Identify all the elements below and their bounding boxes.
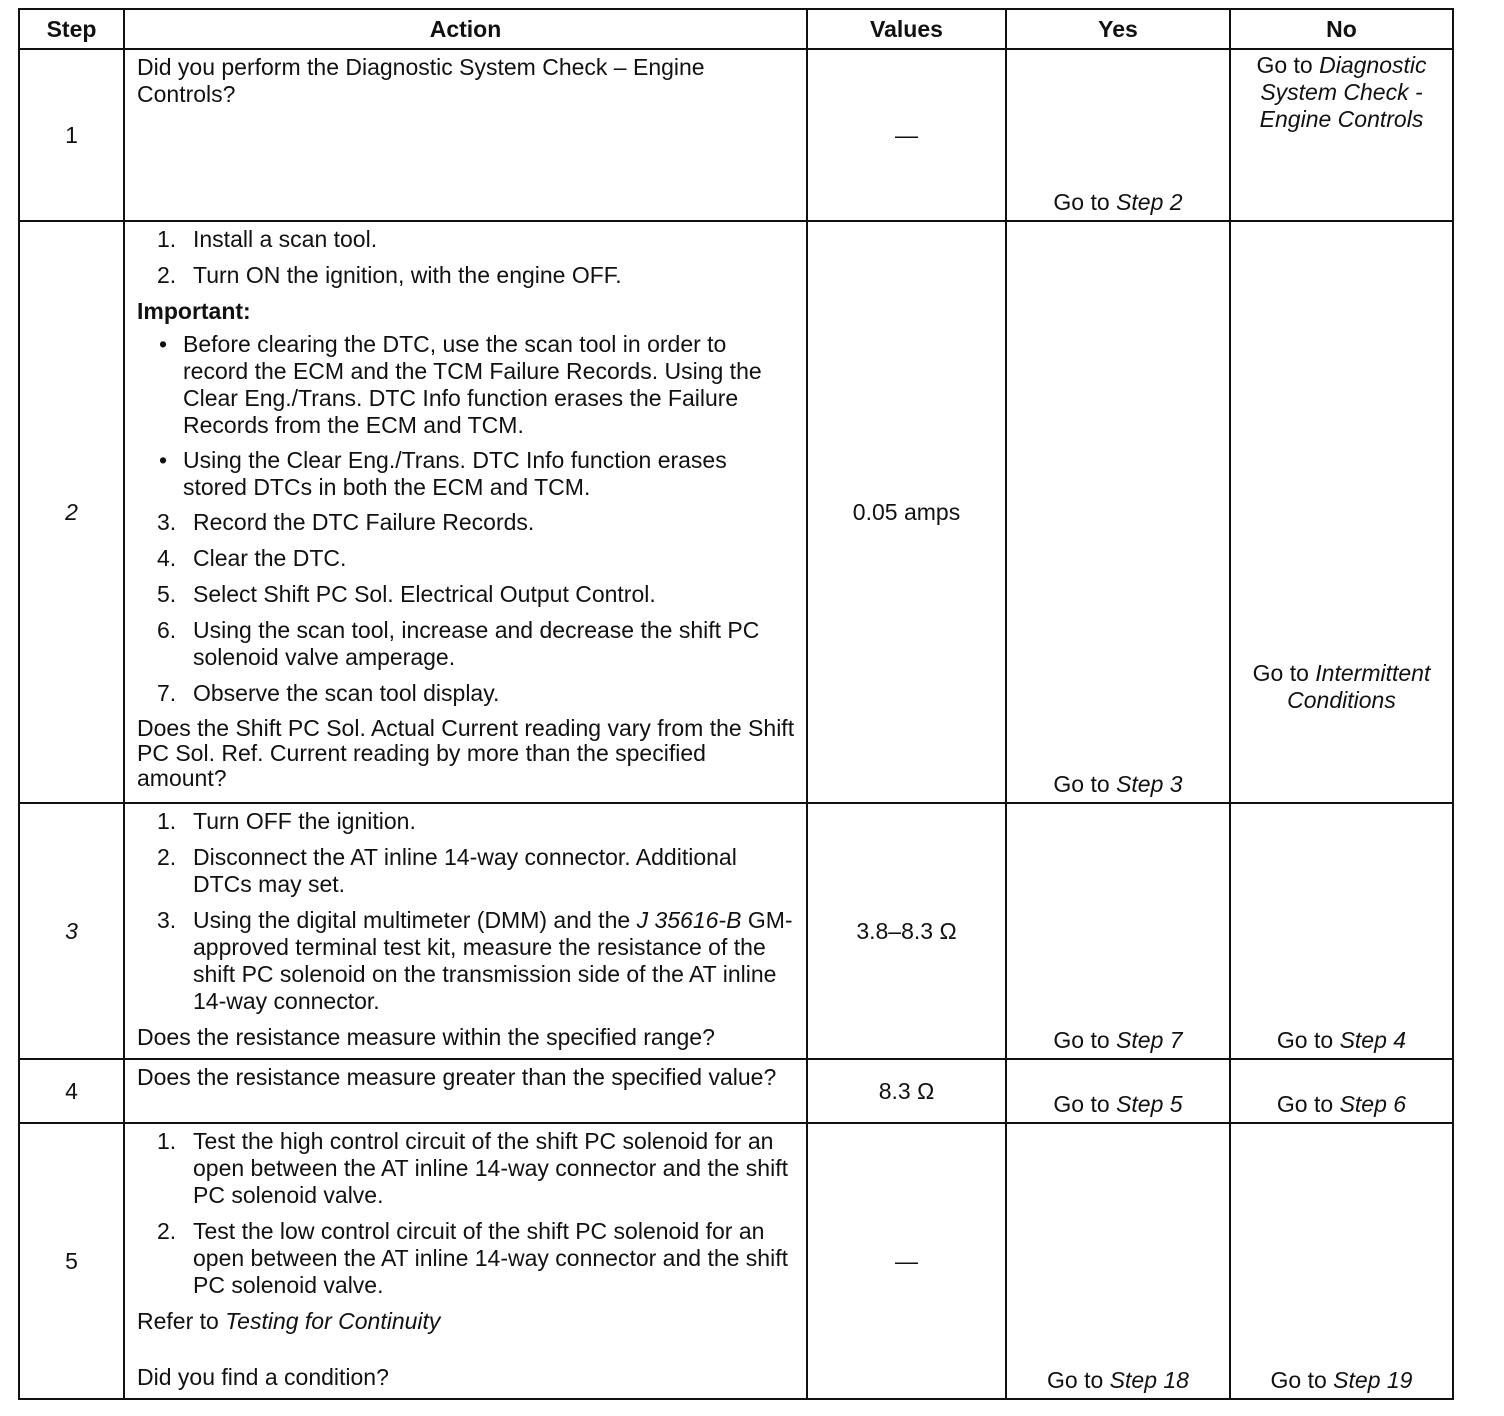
- tool-number: J 35616-B: [636, 907, 742, 933]
- no-cell: [1230, 1123, 1453, 1399]
- action-question: Does the Shift PC Sol. Actual Current reading vary from the Shift PC Sol. Ref. Current reading by more than the specified amount?: [137, 715, 795, 791]
- yes-cell: [1006, 1123, 1230, 1399]
- list-item: 3. Record the DTC Failure Records.: [157, 509, 535, 535]
- action-cell: [124, 803, 807, 1059]
- step-number: 1: [19, 49, 124, 221]
- header-action: Action: [124, 9, 807, 49]
- value-cell: 3.8–8.3 Ω: [807, 803, 1006, 1059]
- action-cell: [124, 1123, 807, 1399]
- yes-prefix: Go to: [1053, 1091, 1110, 1117]
- header-row: [19, 9, 1453, 49]
- yes-target: Step 5: [1116, 1091, 1183, 1117]
- no-prefix: Go to: [1276, 1027, 1334, 1053]
- diagnostic-table: [18, 8, 1454, 1400]
- table-row: [19, 1123, 1453, 1399]
- no-prefix: Go to: [1252, 660, 1309, 686]
- table-row: [19, 803, 1453, 1059]
- no-cell: [1230, 49, 1453, 221]
- list-item: 5. Select Shift PC Sol. Electrical Output Control.: [157, 581, 656, 607]
- list-item: • Using the Clear Eng./Trans. DTC Info function erases stored DTCs in both the ECM and TCM.: [159, 447, 727, 500]
- table-row: [19, 49, 1453, 221]
- no-cell: [1230, 803, 1453, 1059]
- action-question: Did you perform the Diagnostic System Check – Engine Controls?: [137, 54, 705, 107]
- refer-line: Refer to Testing for Continuity: [137, 1308, 441, 1334]
- important-label: Important:: [137, 298, 251, 324]
- action-cell: [124, 221, 807, 803]
- yes-cell: [1006, 221, 1230, 803]
- table-row: [19, 221, 1453, 803]
- yes-prefix: Go to: [1053, 1027, 1110, 1053]
- no-prefix: Go to: [1276, 1091, 1334, 1117]
- action-cell: [124, 49, 807, 221]
- yes-cell: [1006, 803, 1230, 1059]
- yes-target: Step 18: [1109, 1367, 1189, 1393]
- value-text: —: [895, 121, 918, 148]
- header-no: No: [1230, 9, 1453, 49]
- refer-target: Testing for Continuity: [225, 1308, 441, 1334]
- list-item: • Before clearing the DTC, use the scan tool in order to record the ECM and the TCM Failure Records. Using the Clear Eng./Trans. DTC Info function erases the Failure Records from the ECM and TCM.: [159, 331, 762, 438]
- list-item: 2. Turn ON the ignition, with the engine OFF.: [157, 262, 622, 288]
- no-cell: [1230, 1059, 1453, 1123]
- yes-prefix: Go to: [1053, 189, 1110, 215]
- yes-cell: [1006, 1059, 1230, 1123]
- action-question: Does the resistance measure within the specified range?: [137, 1024, 715, 1050]
- yes-prefix: Go to: [1053, 771, 1110, 797]
- yes-cell: [1006, 49, 1230, 221]
- header-values: Values: [807, 9, 1006, 49]
- no-target: Step 4: [1339, 1027, 1407, 1053]
- list-item: 7. Observe the scan tool display.: [157, 680, 500, 706]
- no-cell: [1230, 221, 1453, 803]
- step-number: 2: [19, 221, 124, 803]
- step-number: 4: [19, 1059, 124, 1123]
- header-step: Step: [19, 9, 124, 49]
- step-number: 5: [19, 1123, 124, 1399]
- list-item: 2. Test the low control circuit of the shift PC solenoid for an open between the AT inline 14-way connector and the shift PC solenoid valve.: [157, 1218, 788, 1298]
- no-prefix: Go to: [1256, 52, 1313, 78]
- procedure-list: [157, 1128, 796, 1299]
- action-question: Did you find a condition?: [137, 1364, 389, 1390]
- list-item: 6. Using the scan tool, increase and decrease the shift PC solenoid valve amperage.: [157, 617, 760, 670]
- table-row: [19, 1059, 1453, 1123]
- value-cell: —: [807, 1123, 1006, 1399]
- action-cell: [124, 1059, 807, 1123]
- yes-target: Step 2: [1116, 189, 1183, 215]
- header-yes: Yes: [1006, 9, 1230, 49]
- procedure-list: [157, 808, 796, 1015]
- yes-prefix: Go to: [1047, 1367, 1104, 1393]
- no-target: Step 6: [1339, 1091, 1407, 1117]
- yes-target: Step 7: [1116, 1027, 1183, 1053]
- no-target: Diagnostic System Check - Engine Controls: [1259, 52, 1427, 132]
- no-target: Step 19: [1333, 1367, 1413, 1393]
- important-bullets: [159, 331, 796, 501]
- value-cell: 0.05 amps: [807, 221, 1006, 803]
- no-target: Intermittent Conditions: [1287, 660, 1431, 713]
- list-item: 2. Disconnect the AT inline 14-way connector. Additional DTCs may set.: [157, 844, 737, 897]
- procedure-list: [157, 226, 796, 289]
- list-item: 4. Clear the DTC.: [157, 545, 347, 571]
- list-item: 1. Install a scan tool.: [157, 226, 378, 252]
- value-cell: 8.3 Ω: [807, 1059, 1006, 1123]
- value-cell: [807, 49, 1006, 221]
- step-number: 3: [19, 803, 124, 1059]
- no-prefix: Go to: [1270, 1367, 1327, 1393]
- procedure-list: [157, 509, 796, 707]
- action-question: Does the resistance measure greater than the specified value?: [137, 1064, 777, 1090]
- list-item: 3. Using the digital multimeter (DMM) and the J 35616-B GM-approved terminal test kit, measure the resistance of the shift PC solenoid on the transmission side of the AT inline 14-way connector.: [157, 907, 793, 1014]
- yes-target: Step 3: [1116, 771, 1183, 797]
- list-item: 1. Turn OFF the ignition.: [157, 808, 416, 834]
- list-item: 1. Test the high control circuit of the shift PC solenoid for an open between the AT inline 14-way connector and the shift PC solenoid valve.: [157, 1128, 788, 1208]
